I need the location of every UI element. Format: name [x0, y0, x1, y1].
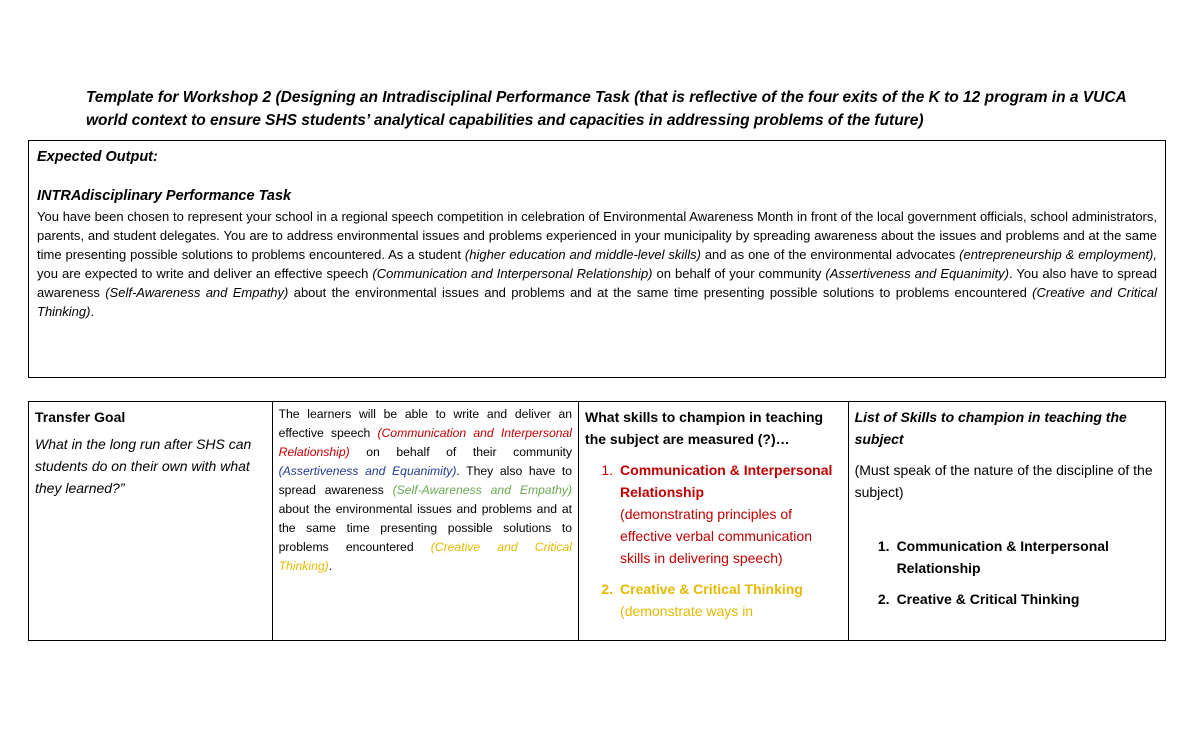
- measured-skills-cell: [579, 402, 849, 640]
- learners-skill-assertiveness: (Assertiveness and Equanimity): [278, 464, 457, 478]
- measured-skills-list: [585, 459, 842, 622]
- measured-skill-title: Communication & Interpersonal Relationship: [620, 462, 833, 500]
- task-text-3: you are expected to write and deliver an effective speech: [37, 266, 373, 281]
- skills-table: [28, 401, 1166, 641]
- transfer-goal-question: What in the long run after SHS can students do on their own with what they learned?”: [35, 436, 252, 496]
- list-item: [585, 459, 842, 569]
- list-number: 1.: [877, 538, 890, 554]
- expected-output-heading: Expected Output:: [37, 149, 158, 165]
- transfer-goal-cell: [29, 402, 273, 640]
- list-item: [855, 588, 1159, 610]
- task-text-5: . You also have to spread awareness: [37, 266, 1157, 300]
- task-italic-4: (Assertiveness and Equanimity): [825, 266, 1010, 281]
- champion-skill-label: Creative & Critical Thinking: [896, 591, 1080, 607]
- learners-text-2: on behalf of their community: [349, 445, 573, 459]
- learners-description-cell: [273, 402, 579, 640]
- measured-skills-heading: What skills to champion in teaching the subject are measured (?)…: [585, 409, 824, 447]
- learners-text-4: about the environmental issues and problems and at the same time presenting possible solutions to problems encountered: [278, 502, 573, 554]
- learners-skill-self-awareness: (Self-Awareness and Empathy): [392, 483, 573, 497]
- list-item: [855, 535, 1159, 579]
- learners-text-5: .: [328, 559, 333, 573]
- task-text-4: on behalf of your community: [652, 266, 826, 281]
- task-italic-3: (Communication and Interpersonal Relationship): [372, 266, 653, 281]
- list-item: [585, 578, 842, 622]
- champion-skills-heading: List of Skills to champion in teaching the subject: [854, 409, 1127, 447]
- performance-task-paragraph: [37, 207, 1157, 321]
- learners-skill-creative: (Creative and Critical Thinking): [278, 540, 573, 573]
- measured-skill-desc: (demonstrating principles of effective verbal communication skills in delivering speech): [620, 506, 812, 566]
- learners-skill-communication: (Communication and Interpersonal Relationship): [278, 426, 573, 459]
- transfer-goal-title: Transfer Goal: [35, 409, 126, 425]
- performance-task-heading: INTRAdisciplinary Performance Task: [37, 188, 292, 204]
- champion-skills-cell: [849, 402, 1165, 640]
- list-number: 2.: [601, 581, 614, 597]
- measured-skill-desc: (demonstrate ways in: [620, 603, 754, 619]
- champion-skill-label: Communication & Interpersonal Relationship: [896, 538, 1109, 576]
- task-text-6: about the environmental issues and problems and at the same time presenting possible solutions to problems encountered: [288, 285, 1033, 300]
- document-title: Template for Workshop 2 (Designing an Intradisciplinal Performance Task (that is reflective of the four exits of the K to 12 program in a VUCA world context to ensure SHS students’ analytical capabilities and capacities in addressing problems of the future): [86, 89, 1127, 129]
- task-text-7: .: [90, 304, 95, 319]
- learners-text-1: The learners will be able to write and deliver an effective speech: [278, 407, 573, 440]
- measured-skill-title: Creative & Critical Thinking: [620, 581, 803, 597]
- champion-skills-note: (Must speak of the nature of the discipline of the subject): [854, 462, 1153, 500]
- task-italic-6: (Creative and Critical Thinking): [37, 285, 1158, 319]
- learners-text-3: . They also have to spread awareness: [278, 464, 573, 497]
- task-text-1: You have been chosen to represent your school in a regional speech competition in celebration of Environmental Awareness Month in front of the local government officials, school administrators, parents, and student delegates. You are to address environmental issues and problems experienced in your municipality by spreading awareness about the issues and problems and at the same time presenting possible solutions to problems encountered. As a student: [37, 209, 1157, 262]
- task-italic-5: (Self-Awareness and Empathy): [105, 285, 289, 300]
- task-text-2: and as one of the environmental advocates: [700, 247, 960, 262]
- task-italic-1: (higher education and middle-level skills): [464, 247, 701, 262]
- expected-output-box: [28, 140, 1166, 378]
- list-number: 2.: [877, 591, 890, 607]
- task-italic-2: (entrepreneurship & employment),: [959, 247, 1157, 262]
- list-number: 1.: [601, 462, 614, 478]
- champion-skills-list: [855, 535, 1159, 610]
